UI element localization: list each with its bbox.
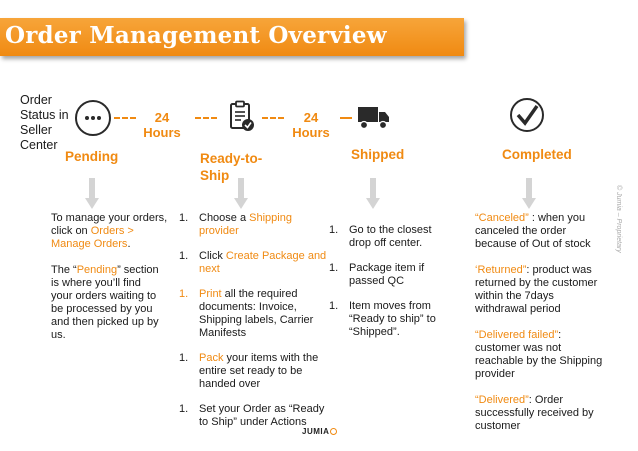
status-label-line: Status in	[20, 108, 69, 122]
text-line	[475, 212, 620, 225]
text-line: documents: Invoice,	[199, 301, 297, 313]
highlight: Pending	[76, 264, 118, 276]
text-line: Go to the closest	[349, 224, 432, 236]
connector-line	[340, 117, 352, 119]
down-arrow-icon	[521, 178, 537, 210]
hours-unit: Hours	[292, 125, 330, 140]
text: : when you	[528, 212, 586, 224]
text-line: entire set ready to be	[199, 365, 303, 377]
step-ready-to-ship	[200, 150, 262, 184]
text-line: “Shipped”.	[349, 326, 400, 338]
text-line: reachable by the Shipping	[475, 355, 603, 367]
text-line: drop off center.	[349, 237, 423, 249]
highlight: “Delivered”	[475, 394, 529, 406]
logo-mark-icon	[330, 428, 337, 435]
step-pending: Pending	[65, 149, 119, 164]
status-label	[20, 93, 80, 153]
text-line: Item moves from	[349, 300, 431, 312]
item-number: 1.	[179, 352, 189, 364]
text-line	[475, 394, 620, 407]
list-item	[179, 288, 329, 340]
text-line: Manifests	[199, 327, 247, 339]
down-arrow-icon	[365, 178, 381, 210]
item-number: 1.	[329, 224, 339, 236]
list-item	[179, 250, 329, 276]
text-line: within the 7days	[475, 290, 554, 302]
hours-number: 24	[154, 110, 170, 125]
manage-orders-link[interactable]: Manage Orders	[51, 238, 128, 250]
pending-icon	[75, 100, 111, 136]
down-arrow-icon	[84, 178, 100, 210]
status-label-line: Center	[20, 138, 58, 152]
text-line	[51, 225, 169, 238]
text-line: “Ready to ship” to	[349, 313, 436, 325]
hours-number: 24	[303, 110, 319, 125]
text-line: your orders waiting to	[51, 290, 157, 302]
highlight: Print	[199, 288, 222, 300]
text-line: to Ship” under Actions	[199, 416, 307, 428]
completed-statuses	[475, 212, 620, 433]
logo-text: JUMIA	[302, 427, 330, 436]
text-line	[51, 238, 169, 251]
page-title: Order Management Overview	[5, 22, 387, 49]
text: all the required	[221, 288, 298, 300]
checkmark-icon	[509, 97, 545, 138]
text: .	[127, 238, 131, 250]
text-line	[475, 264, 620, 277]
highlight: Shipping	[249, 212, 292, 224]
step-completed: Completed	[502, 147, 572, 162]
step-shipped: Shipped	[351, 147, 405, 162]
text-line: Set your Order as “Ready	[199, 403, 325, 415]
text-line: Shipping labels, Carrier	[199, 314, 314, 326]
highlight: ‘Returned”	[475, 264, 527, 276]
text-line: passed QC	[349, 275, 405, 287]
step-name-line: Ship	[200, 168, 230, 183]
text-line: successfully received by	[475, 407, 594, 419]
item-number: 1.	[179, 212, 189, 224]
step-name-line: Ready-to-	[200, 151, 263, 166]
text: Click	[199, 250, 226, 262]
text-line: provider	[475, 368, 515, 380]
text-line: is where you’ll find	[51, 277, 141, 289]
connector-line	[195, 117, 217, 119]
proprietary-watermark: © Jumia – Proprietary	[615, 185, 622, 253]
text-line: customer was not	[475, 342, 562, 354]
title-banner	[0, 18, 464, 56]
list-item	[329, 262, 454, 288]
text: The “	[51, 264, 77, 276]
highlight: Create Package and	[225, 250, 327, 262]
connector-line	[114, 117, 136, 119]
text-line: Package item if	[349, 262, 425, 274]
item-number: 1.	[329, 262, 339, 274]
highlight: next	[199, 263, 220, 275]
text: click on	[51, 225, 91, 237]
hours-unit: Hours	[143, 125, 181, 140]
list-item	[179, 352, 329, 391]
highlight: “Delivered failed”	[475, 329, 559, 341]
text-line: handed over	[199, 378, 261, 390]
text: :	[558, 329, 562, 341]
list-item	[329, 224, 454, 250]
text: : product was	[526, 264, 592, 276]
item-number: 1.	[329, 300, 339, 312]
status-label-line: Seller	[20, 123, 52, 137]
text-line: us.	[51, 329, 66, 341]
text: your items with the	[223, 352, 319, 364]
text-line: withdrawal period	[475, 303, 561, 315]
text-line: because of Out of stock	[475, 238, 591, 250]
item-number: 1.	[179, 403, 189, 415]
shipped-steps	[329, 224, 454, 339]
text: : Order	[528, 394, 564, 406]
text-line: customer	[475, 420, 521, 432]
jumia-logo	[302, 427, 337, 436]
item-number: 1.	[179, 250, 189, 262]
connector-line	[262, 117, 284, 119]
text-line: be processed by you	[51, 303, 153, 315]
truck-icon	[357, 105, 391, 136]
text: ” section	[117, 264, 159, 276]
ready-to-ship-steps	[179, 212, 329, 429]
list-item	[179, 403, 329, 429]
item-number: 1.	[179, 288, 189, 300]
highlight: provider	[199, 225, 239, 237]
text-line: and then picked up by	[51, 316, 159, 328]
highlight: “Canceled”	[475, 212, 529, 224]
connector-hours	[137, 110, 187, 140]
connector-hours	[286, 110, 336, 140]
text: Choose a	[199, 212, 250, 224]
text-line	[51, 264, 169, 277]
down-arrow-icon	[233, 178, 249, 210]
pending-description	[51, 212, 169, 342]
orders-link[interactable]: Orders >	[90, 225, 134, 237]
clipboard-check-icon	[227, 100, 257, 139]
status-label-line: Order	[20, 93, 52, 107]
list-item	[179, 212, 329, 238]
highlight: Pack	[199, 352, 224, 364]
list-item	[329, 300, 454, 339]
text-line: canceled the order	[475, 225, 567, 237]
text-line: returned by the customer	[475, 277, 598, 289]
text-line	[475, 329, 620, 342]
text-line: To manage your orders,	[51, 212, 168, 224]
